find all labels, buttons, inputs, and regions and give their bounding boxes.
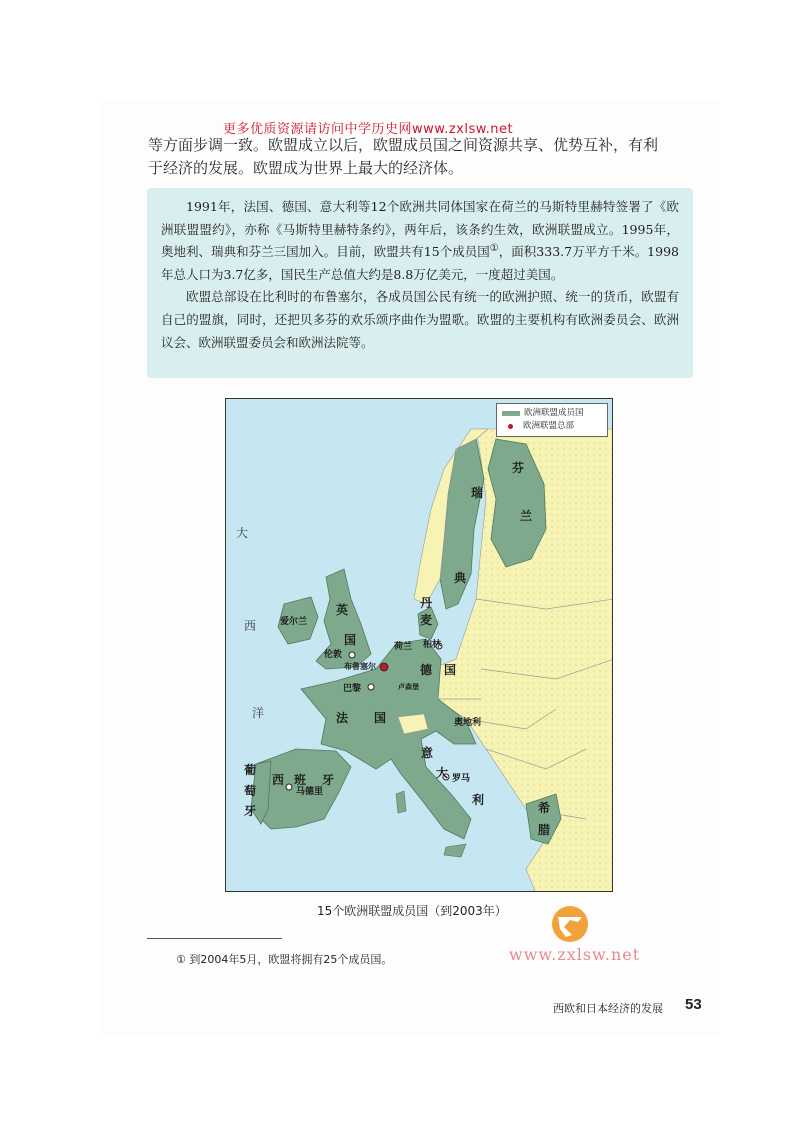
paris-marker [368,684,374,690]
brussels-hq-marker [380,663,388,671]
body-line: 等方面步调一致。欧盟成立以后，欧盟成员国之间资源共享、优势互补，有利 [148,136,659,154]
watermark-bottom[interactable]: www.zxlsw.net [509,945,641,964]
label-germany-2: 国 [444,663,457,677]
map-graphic [226,399,613,892]
label-luxembourg: 卢森堡 [398,683,419,691]
madrid-marker [286,784,292,790]
legend-hq-row [502,420,602,433]
label-italy-2: 大 [436,766,449,780]
label-ireland: 爱尔兰 [280,617,308,627]
label-spain-3: 牙 [322,773,335,787]
running-title: 西欧和日本经济的发展 [553,1002,663,1015]
label-italy-3: 利 [472,793,485,807]
page-number: 53 [685,996,702,1013]
label-greece-2: 腊 [538,823,551,837]
label-paris: 巴黎 [343,684,362,694]
label-portugal-2: 萄 [244,784,257,798]
label-uk-2: 国 [344,633,357,647]
site-logo-icon [550,905,590,943]
label-france-1: 法 [336,711,349,725]
label-finland-1: 芬 [512,461,525,475]
map-legend [496,403,608,437]
london-marker [349,652,355,658]
label-rome: 罗马 [452,774,471,784]
label-portugal-1: 葡 [244,763,257,777]
footnote-marker[interactable]: ① [489,243,499,255]
legend-hq-label: 欧洲联盟总部 [523,421,575,431]
info-paragraph-1 [161,196,679,286]
label-portugal-3: 牙 [244,804,257,818]
legend-member-label: 欧洲联盟成员国 [524,408,584,418]
body-line: 于经济的发展。欧盟成为世界上最大的经济体。 [148,159,464,177]
label-greece-1: 希 [538,801,551,815]
label-denmark-2: 麦 [420,613,433,627]
label-netherlands: 荷兰 [394,642,413,652]
info-box [147,188,693,378]
label-berlin: 柏林 [423,640,442,650]
info-paragraph-2: 欧盟总部设在比利时的布鲁塞尔，各成员国公民有统一的欧洲护照、统一的货币，欧盟有自己的盟旗，同时，还把贝多芬的欢乐颂序曲作为盟歌。欧盟的主要机构有欧洲委员会、欧洲议会、欧洲联盟委员会和欧洲法院等。 [161,289,679,350]
figure-caption: 15个欧洲联盟成员国（到2003年） [317,904,507,918]
footnote-rule [147,938,282,939]
label-italy-1: 意 [421,746,434,760]
label-spain-1: 西 [272,773,285,787]
eu-map [225,398,613,892]
label-brussels: 布鲁塞尔 [344,662,376,671]
label-germany-1: 德 [420,663,433,677]
hq-dot [508,424,513,429]
footnote: ① 到2004年5月，欧盟将拥有25个成员国。 [176,953,393,966]
sea-label-da: 大 [236,526,249,540]
member-swatch [502,411,520,416]
info-paragraph-1-part-b: ，面积333.7万平方千米。1998年总人口为3.7亿多，国民生产总值大约是8.8万亿美元，一度超过美国。 [161,244,679,282]
label-denmark-1: 丹 [420,596,433,610]
watermark-top[interactable]: 更多优质资源请访问中学历史网www.zxlsw.net [223,122,514,137]
legend-member-row [502,407,602,420]
sea-label-yang: 洋 [252,706,265,720]
label-madrid: 马德里 [296,787,324,797]
info-paragraph-1-part-a: 1991年，法国、德国、意大利等12个欧洲共同体国家在荷兰的马斯特里赫特签署了《欧洲联盟盟约》，亦称《马斯特里赫特条约》，两年后，该条约生效，欧洲联盟成立。1995年，奥地利、瑞典和芬兰三国加入。目前，欧盟共有15个成员国 [161,199,679,260]
label-sweden-2: 典 [454,571,467,585]
label-finland-2: 兰 [520,509,533,523]
label-sweden-1: 瑞 [471,486,484,500]
sea-label-xi: 西 [244,619,257,633]
label-france-2: 国 [374,711,387,725]
body-text [148,134,708,180]
label-uk-1: 英 [336,603,349,617]
label-london: 伦敦 [324,650,343,660]
label-austria: 奥地利 [454,718,482,728]
label-spain-2: 班 [294,773,307,787]
